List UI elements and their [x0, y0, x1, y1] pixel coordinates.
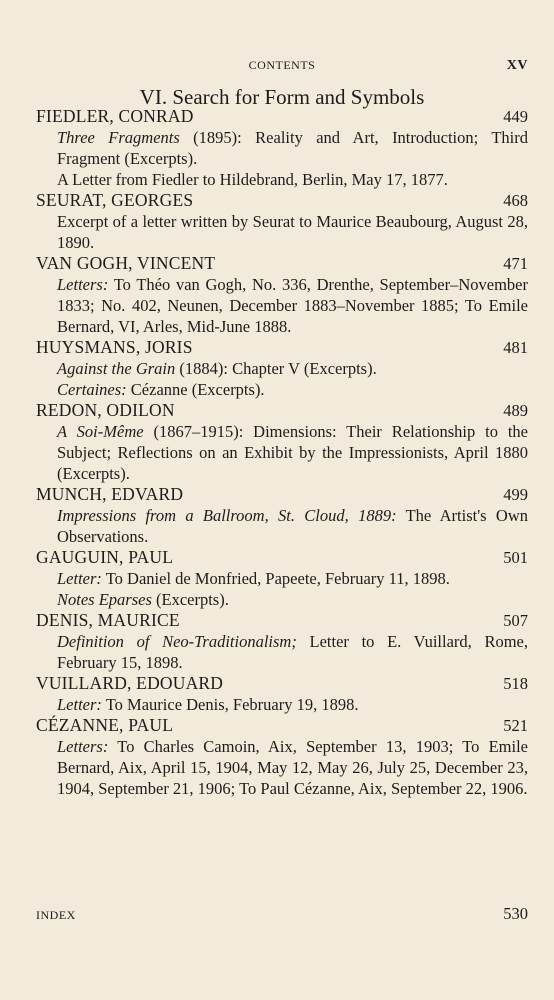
- index-entry: [36, 904, 528, 924]
- work-line: [57, 379, 528, 400]
- work-line: [57, 211, 528, 253]
- page-number: 471: [503, 254, 528, 273]
- artist-row: [36, 337, 528, 358]
- page-number: 489: [503, 401, 528, 420]
- work-title: Impressions from a Ballroom, St. Cloud, 1889:: [57, 506, 397, 525]
- contents-entry: [36, 337, 528, 400]
- contents-list: [36, 106, 528, 799]
- artist-name: GAUGUIN, PAUL: [36, 547, 174, 567]
- page-number: 499: [503, 485, 528, 504]
- work-line: [57, 421, 528, 484]
- contents-entry: [36, 715, 528, 799]
- work-line: [57, 358, 528, 379]
- contents-entry: [36, 190, 528, 253]
- artist-row: [36, 547, 528, 568]
- artist-row: [36, 106, 528, 127]
- section-heading: VI. Search for Form and Symbols: [139, 85, 425, 109]
- contents-entry: [36, 673, 528, 715]
- contents-entry: [36, 253, 528, 337]
- work-description: To Théo van Gogh, No. 336, Drenthe, September–November 1833; No. 402, Neunen, December 1883–November 1885; To Emile Bernard, VI, Arles, Mid-June 1888.: [57, 275, 528, 336]
- page-number: 468: [503, 191, 528, 210]
- artist-row: [36, 253, 528, 274]
- work-description: Excerpt of a letter written by Seurat to Maurice Beaubourg, August 28, 1890.: [57, 212, 528, 252]
- folio: XV: [506, 58, 528, 73]
- index-page-number: 530: [503, 904, 528, 923]
- artist-name: MUNCH, EDVARD: [36, 484, 184, 504]
- artist-row: [36, 190, 528, 211]
- work-title: Certaines:: [57, 380, 127, 399]
- page-number: 518: [503, 674, 528, 693]
- work-title: A Soi-Même: [57, 422, 144, 441]
- page-number: 501: [503, 548, 528, 567]
- contents-entry: [36, 106, 528, 190]
- work-title: Definition of Neo-Traditionalism;: [57, 632, 297, 651]
- work-title: Notes Eparses: [57, 590, 152, 609]
- contents-entry: [36, 610, 528, 673]
- work-title: Letters:: [57, 275, 109, 294]
- artist-name: SEURAT, GEORGES: [36, 190, 194, 210]
- work-description: To Maurice Denis, February 19, 1898.: [101, 695, 359, 714]
- artist-name: CÉZANNE, PAUL: [36, 715, 174, 735]
- page-number: 481: [503, 338, 528, 357]
- contents-entry: [36, 400, 528, 484]
- index-label: INDEX: [36, 908, 76, 922]
- work-line: [57, 505, 528, 547]
- artist-name: VAN GOGH, VINCENT: [36, 253, 216, 273]
- running-head: [36, 58, 528, 74]
- work-description: (1884): Chapter V (Excerpts).: [175, 359, 377, 378]
- work-description: The Artist's Own Observations.: [57, 506, 528, 546]
- work-title: Letters:: [57, 737, 109, 756]
- work-line: [57, 568, 528, 589]
- artist-name: HUYSMANS, JORIS: [36, 337, 193, 357]
- artist-row: [36, 673, 528, 694]
- artist-name: VUILLARD, EDOUARD: [36, 673, 224, 693]
- work-line: [57, 631, 528, 673]
- work-line: [57, 694, 528, 715]
- artist-row: [36, 715, 528, 736]
- contents-entry: [36, 547, 528, 610]
- page-number: 449: [503, 107, 528, 126]
- page-number: 507: [503, 611, 528, 630]
- artist-row: [36, 400, 528, 421]
- work-line: [57, 736, 528, 799]
- work-description: (1867–1915): Dimensions: Their Relationship to the Subject; Reflections on an Exhibit by the Impressionists, April 1880 (Excerpts).: [57, 422, 528, 483]
- work-title: Letter:: [57, 695, 102, 714]
- work-line: [57, 589, 528, 610]
- page-number: 521: [503, 716, 528, 735]
- artist-name: REDON, ODILON: [36, 400, 175, 420]
- work-title: Letter:: [57, 569, 102, 588]
- work-description: (1895): Reality and Art, Introduction; Third Fragment (Excerpts).: [57, 128, 528, 168]
- running-title: CONTENTS: [248, 58, 316, 72]
- work-description: To Charles Camoin, Aix, September 13, 1903; To Emile Bernard, Aix, April 15, 1904, May 12, May 26, July 25, December 23, 1904, September 21, 1906; To Paul Cézanne, Aix, September 22, 1906.: [57, 737, 528, 798]
- artist-name: DENIS, MAURICE: [36, 610, 180, 630]
- work-description: (Excerpts).: [151, 590, 229, 609]
- artist-row: [36, 610, 528, 631]
- artist-name: FIEDLER, CONRAD: [36, 106, 194, 126]
- work-description: To Daniel de Monfried, Papeete, February 11, 1898.: [101, 569, 450, 588]
- work-line: [57, 169, 528, 190]
- contents-entry: [36, 484, 528, 547]
- work-description: Cézanne (Excerpts).: [126, 380, 265, 399]
- work-description: A Letter from Fiedler to Hildebrand, Berlin, May 17, 1877.: [57, 170, 448, 189]
- work-line: [57, 274, 528, 337]
- work-title: Against the Grain: [57, 359, 176, 378]
- work-title: Three Fragments: [57, 128, 180, 147]
- work-description: Letter to E. Vuillard, Rome, February 15, 1898.: [57, 632, 528, 672]
- artist-row: [36, 484, 528, 505]
- work-line: [57, 127, 528, 169]
